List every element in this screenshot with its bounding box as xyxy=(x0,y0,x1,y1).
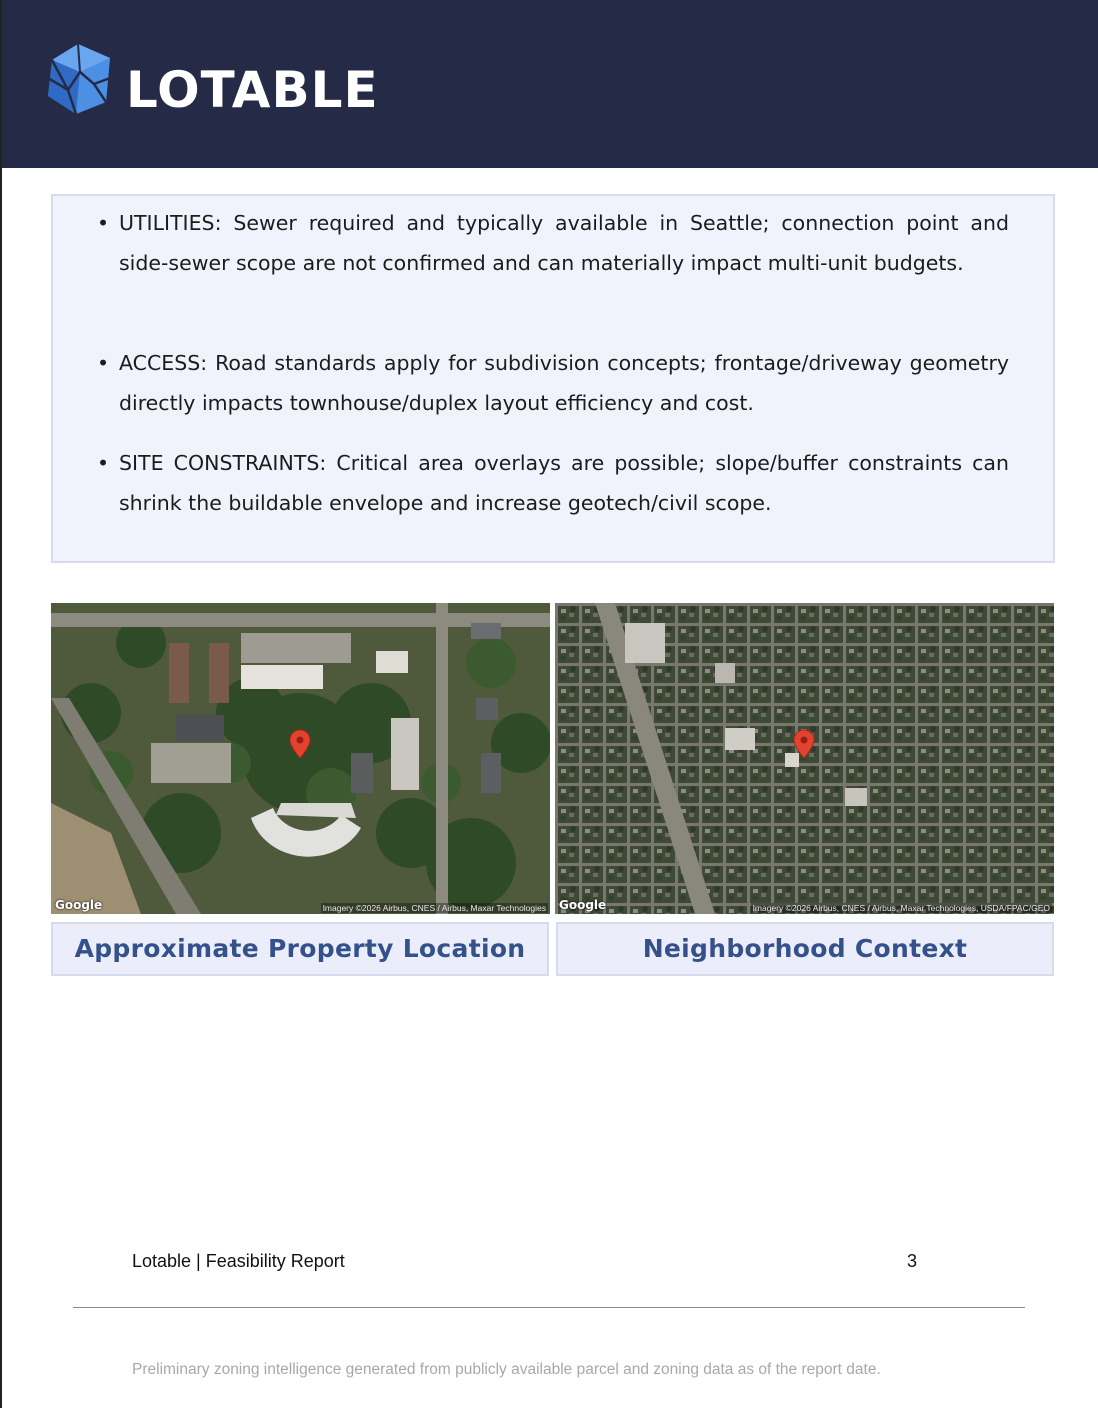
bullet-text: UTILITIES: Sewer required and typically available in Seattle; connection point and side-sewer scope are not confirmed and can materially impact multi-unit budgets. xyxy=(119,211,1009,275)
map-pin-icon[interactable] xyxy=(793,729,815,759)
bullet-access xyxy=(97,344,1009,423)
brand-name: LOTABLE xyxy=(126,61,379,119)
property-location-map[interactable] xyxy=(51,603,550,914)
footer-divider xyxy=(73,1307,1025,1308)
bullet-utilities xyxy=(97,204,1009,283)
google-watermark: Google xyxy=(55,898,103,912)
property-location-caption: Approximate Property Location xyxy=(51,922,549,976)
neighborhood-context-caption: Neighborhood Context xyxy=(556,922,1054,976)
report-header xyxy=(2,0,1098,168)
neighborhood-context-map[interactable] xyxy=(555,603,1054,914)
google-watermark: Google xyxy=(559,898,607,912)
bullet-text: SITE CONSTRAINTS: Critical area overlays are possible; slope/buffer constraints can shrink the buildable envelope and increase geotech/civil scope. xyxy=(119,451,1009,515)
footer-report-title: Lotable | Feasibility Report xyxy=(132,1251,345,1271)
imagery-attribution: Imagery ©2026 Airbus, CNES / Airbus, Maxar Technologies xyxy=(322,903,546,913)
imagery-attribution: Imagery ©2026 Airbus, CNES / Airbus, Maxar Technologies, USDA/FPAC/GEO xyxy=(752,903,1050,913)
bullet-text: ACCESS: Road standards apply for subdivision concepts; frontage/driveway geometry directly impacts townhouse/duplex layout efficiency and cost. xyxy=(119,351,1009,415)
footer-disclaimer: Preliminary zoning intelligence generated from publicly available parcel and zoning data as of the report date. xyxy=(132,1361,881,1378)
map-pin-icon[interactable] xyxy=(289,729,311,759)
bullet-marker: • xyxy=(97,351,110,375)
bullet-marker: • xyxy=(97,451,110,475)
notes-panel xyxy=(51,194,1055,563)
bullet-site-constraints xyxy=(97,444,1009,523)
page-number: 3 xyxy=(907,1251,918,1271)
bullet-marker: • xyxy=(97,211,110,235)
cube-logo-icon xyxy=(48,44,110,114)
